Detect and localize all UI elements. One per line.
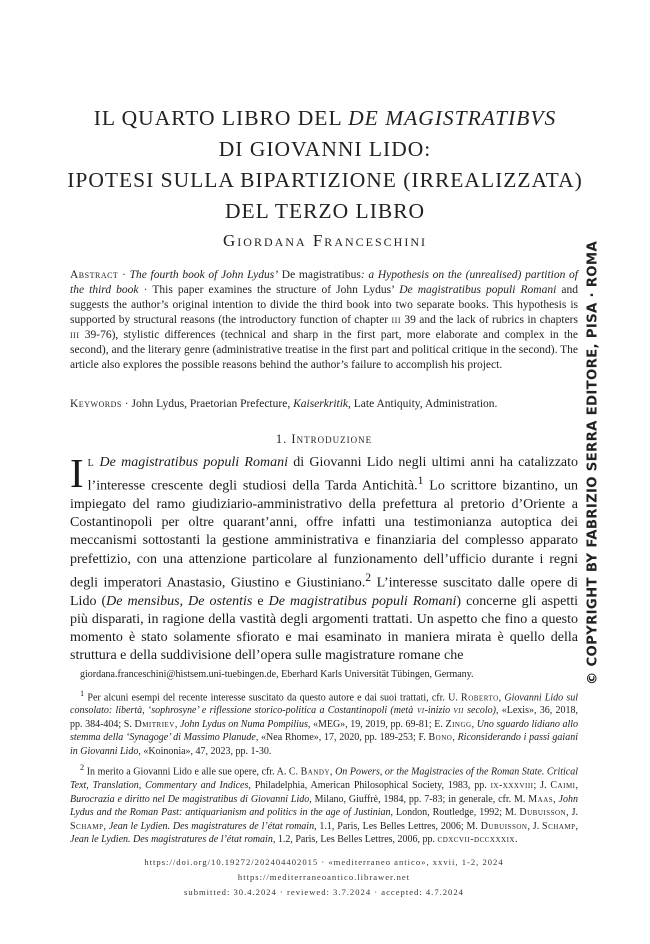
keywords-label: Keywords [70,398,122,410]
title-line-4: DEL TERZO LIBRO [224,199,426,223]
title-line-2: DI GIOVANNI LIDO: [218,137,432,161]
publication-info [70,855,578,900]
title-line-1: IL QUARTO LIBRO DEL DE MAGISTRATIBVS [93,106,557,130]
author-affiliation: giordana.franceschini@histsem.uni-tuebingen.de, Eberhard Karls Universität Tübingen, Germany. [80,669,474,680]
footnote-1: $^1$ Per alcuni esempi del recente interesse suscitato da questo autore e dai suoi trattati, cfr. U. Roberto, Giovanni Lido sul consolato: libertà, ‘sophrosyne’ e riflessione storico-politica a Costantinopoli (metà vi-inizio vii secolo), «Lexis», 36, 2018, pp. 384-404; S. Dmitriev, John Lydus on Numa Pompilius, «MEG», 19, 2019, pp. 69-81; E. Zingg, Uno sguardo lidiano allo stemma della ‘Synagoge’ di Massimo Planude, «Nea Rhome», 17, 2020, pp. 189-253; F. Bono, Riconsiderando i passi gaiani in Giovanni Lido, «Koinonia», 47, 2023, pp. 1-30. [70,688,579,757]
body-paragraph: Il De magistratibus populi Romani di Giovanni Lido negli ultimi anni ha catalizzato l’interesse crescente degli studiosi della Tarda Antichità.$^1$ Lo scrittore bizantino, un impiegato del ramo giudiziario-amministrativo della prefettura al pretorio d’Oriente a Costantinopoli per oltre quarant’anni, offre infatti una testimonianza autoptica dei meccanismi sottostanti la gestione amministrativa e finanziaria del complesso apparato prefettizio, con una attenzione particolare al funzionamento dell’ufficio durante i regni degli imperatori Anastasio, Giustino e Giustiniano.$^2$ L’interesse suscitato dalle opere di Lido (De mensibus, De ostentis e De magistratibus populi Romani) concerne gli aspetti più disparati, in ragione della vastità degli argomenti trattati. Un aspetto che fino a questo momento è stato solamente sfiorato e mai esaminato in maniera mirata è quello della struttura e della suddivisione dell’opera sulle magistrature romane che [70,450,579,664]
title-line-3: IPOTESI SULLA BIPARTIZIONE (IRREALIZZATA) [67,168,583,192]
copyright-sidebar [583,222,603,705]
abstract: Abstract · The fourth book of John Lydus’ De magistratibus: a Hypothesis on the (unrealised) partition of the third book · This paper examines the structure of John Lydus’ De magistratibus populi Romani and suggests the author’s original intention to divide the third book into two separate books. This hypothesis is supported by structural reasons (the introductory function of chapter iii 39 and the lack of rubrics in chapters iii 39-76), stylistic differences (technical and sharp in the first part, more elaborate and complex in the second), and the literary genre (administrative treatise in the first part and political critique in the second). The article also explores the possible reasons behind the author’s failure to accomplish his project. [70,269,579,371]
journal-url[interactable]: https://mediterraneoantico.librawer.net [237,872,411,882]
footnote-ref-2[interactable]: 2 [365,570,372,584]
author-name: Giordana Franceschini [223,231,427,250]
doi-line[interactable]: https://doi.org/10.19272/202404402015 · «mediterraneo antico», xxvii, 1-2, 2024 [144,857,504,867]
submission-dates: submitted: 30.4.2024 · reviewed: 3.7.2024 · accepted: 4.7.2024 [184,887,464,897]
footnotes [70,668,578,850]
copyright-text: © COPYRIGHT BY FABRIZIO SERRA EDITORE, PISA · ROMA [585,240,601,686]
title-italic: DE MAGISTRATIBVS [348,106,557,130]
section-heading: 1. Introduzione [275,432,373,446]
footnote-2: $^2$ In merito a Giovanni Lido e alle sue opere, cfr. A. C. Bandy, On Powers, or the Magistracies of the Roman State. Critical Text, Translation, Commentary and Indices, Philadelphia, American Philosophical Society, 1983, pp. ix-xxxviii; J. Caimi, Burocrazia e diritto nel De magistratibus di Giovanni Lido, Milano, Giuffrè, 1984, pp. 7-83; in generale, cfr. M. Maas, John Lydus and the Roman Past: antiquarianism and politics in the age of Justinian, London, Routledge, 1992; M. Dubuisson, J. Schamp, Jean le Lydien. Des magistratures de l’état romain, 1.1, Paris, Les Belles Lettres, 2006; M. Dubuisson, J. Schamp, Jean le Lydien. Des magistratures de l’état romain, 1.2, Paris, Les Belles Lettres, 2006, pp. cdxcvii-dccxxxix. [70,763,579,846]
drop-cap: I [70,450,84,496]
abstract-label: Abstract [70,269,119,281]
article-title [40,103,610,227]
footnote-ref-1[interactable]: 1 [417,474,424,488]
keywords: Keywords · John Lydus, Praetorian Prefecture, Kaiserkritik, Late Antiquity, Administration. [70,398,498,410]
